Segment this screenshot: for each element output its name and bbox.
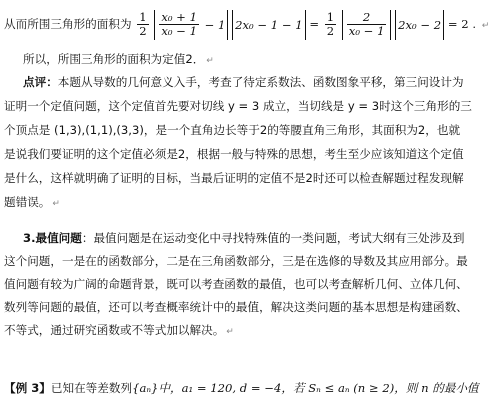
comment-line-1: 点评：本题从导数的几何意义入手，考查了待定系数法、函数图象平移，第三问设计为: [23, 75, 464, 89]
return-mark-icon: ↵: [52, 199, 60, 209]
return-mark-icon: ↵: [206, 56, 214, 66]
section-line-5: 不等式，通过研究函数或不等式加以解决。 ↵: [4, 323, 234, 337]
comment-line-6: 题错误。 ↵: [4, 195, 60, 209]
abs-fraction-1: $\frac{\text{x₀ + 1}}{\text{x₀ − 1}}$ − 1: [154, 10, 228, 40]
section-title: 3.最值问题: [23, 231, 82, 245]
conclusion-line: 所以，所围三角形的面积为定值2． ↵: [23, 52, 214, 66]
area-formula-line: [4, 7, 489, 41]
example-line: 【例 3】已知在等差数列{aₙ}中，a₁ = 120, d = −4，若 Sₙ ≤ aₙ (n ≥ 2)，则 n 的最小值: [4, 381, 479, 395]
comment-line-3: 个顶点是 (1,3),(1,1),(3,3)，是一个直角边长等于2的等腰直角三角形，其面积为2，也就: [4, 123, 461, 137]
equals-1: =: [309, 17, 323, 31]
return-mark-icon: ↵: [226, 327, 234, 337]
abs-fraction-2: $\frac{2}{\text{x₀ − 1}}$: [342, 10, 392, 40]
section-line-3: 值问题有较为广阔的命题背景，既可以考查函数的最值，也可以考查解析几何、立体几何、: [4, 277, 468, 291]
abs-linear-2: 2x₀ − 2: [395, 10, 444, 40]
comment-line-2: 证明一个定值问题，这个定值首先要对切线 y = 3 成立，当切线是 y = 3时这个三角形的三: [4, 99, 472, 113]
equals-2: = 2 .: [447, 17, 477, 31]
section-line-2: 这个问题，一是在的函数部分，二是在三角函数部分，三是在选修的导数及其应用部分。最: [4, 254, 468, 268]
area-formula-prefix: 从而所围三角形的面积为: [4, 17, 132, 31]
fraction-one-half-2: $\frac{1}{2}$: [326, 10, 335, 38]
comment-line-5: 是什么，这样就明确了证明的目标，当最后证明的定值不是2时还可以检查解题过程发现解: [4, 171, 464, 185]
comment-line-4: 是说我们要证明的这个定值必须是2，根据一般与特殊的思想，考生至少应该知道这个定值: [4, 147, 464, 161]
section-line-4: 数列等问题的最值，还可以考查概率统计中的最值，解决这类问题的基本思想是构建函数、: [4, 300, 468, 314]
comment-label: 点评：: [23, 75, 58, 89]
section-line-1: 3.最值问题：最值问题是在运动变化中寻找特殊值的一类问题，考试大纲有三处涉及到: [23, 231, 465, 245]
example-label: 【例 3】: [4, 381, 51, 395]
return-mark-icon: ↵: [481, 21, 489, 31]
sequence-symbol: {aₙ}: [132, 381, 159, 395]
fraction-one-half: $\frac{1}{2}$: [139, 10, 147, 38]
abs-linear-1: 2x₀ − 1 − 1: [232, 10, 306, 40]
